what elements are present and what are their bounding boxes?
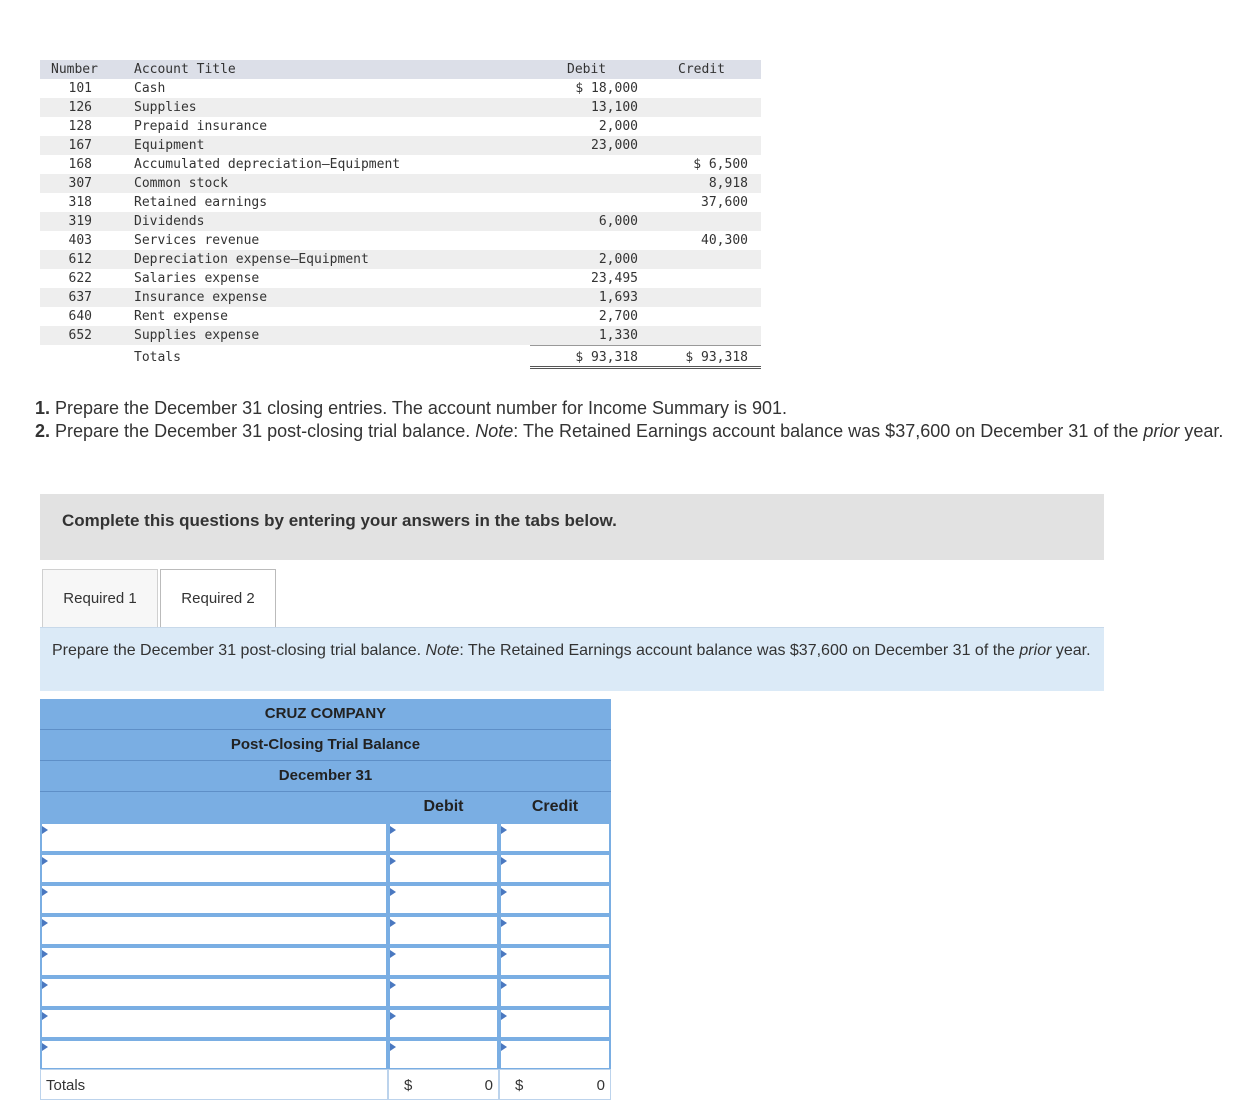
instructions <box>35 397 1225 443</box>
debit-amount-input[interactable] <box>390 1041 497 1068</box>
credit-amount-cell <box>499 915 611 946</box>
worksheet-entry-row <box>40 884 611 915</box>
instruction-2-text-b: : The Retained Earnings account balance was $37,600 on December 31 of the <box>513 421 1144 441</box>
account-number: 622 <box>68 271 92 286</box>
debit-amount-input[interactable] <box>390 948 497 975</box>
debit-amount-cell <box>388 1039 499 1070</box>
worksheet-entry-row <box>40 946 611 977</box>
header-credit: Credit <box>678 62 725 77</box>
trial-balance-row <box>40 155 761 174</box>
instruction-2-note: Note <box>475 421 514 441</box>
credit-amount-input[interactable] <box>501 1041 609 1068</box>
account-title: Retained earnings <box>134 195 268 210</box>
debit-amount-input[interactable] <box>390 979 497 1006</box>
account-debit: 23,495 <box>591 271 638 286</box>
totals-debit: $ 93,318 <box>575 350 638 365</box>
trial-balance-row <box>40 269 761 288</box>
account-title-cell <box>40 884 388 915</box>
debit-amount-cell <box>388 1008 499 1039</box>
header-number: Number <box>51 62 98 77</box>
credit-amount-cell <box>499 1039 611 1070</box>
debit-amount-cell <box>388 884 499 915</box>
dropdown-marker-icon <box>501 826 507 834</box>
account-debit: 2,000 <box>598 252 638 267</box>
trial-balance-row <box>40 117 761 136</box>
account-title-input[interactable] <box>42 855 386 882</box>
account-title-input[interactable] <box>42 979 386 1006</box>
account-debit: 1,693 <box>598 290 638 305</box>
credit-amount-input[interactable] <box>501 855 609 882</box>
account-number: 128 <box>68 119 92 134</box>
dropdown-marker-icon <box>42 857 48 865</box>
trial-balance-row <box>40 212 761 231</box>
trial-balance-row <box>40 231 761 250</box>
dropdown-marker-icon <box>501 857 507 865</box>
account-debit: 1,330 <box>598 328 638 343</box>
dropdown-marker-icon <box>390 981 396 989</box>
tab-required-2[interactable]: Required 2 <box>160 569 276 627</box>
header-debit: Debit <box>567 62 607 77</box>
account-number: 319 <box>68 214 92 229</box>
tab-prompt <box>40 627 1104 691</box>
credit-amount-cell <box>499 853 611 884</box>
account-number: 307 <box>68 176 92 191</box>
trial-balance-body <box>40 79 761 345</box>
trial-balance-row <box>40 79 761 98</box>
account-title-input[interactable] <box>42 917 386 944</box>
worksheet-totals-row <box>40 1069 611 1100</box>
worksheet-entry-row <box>40 853 611 884</box>
credit-amount-cell <box>499 977 611 1008</box>
dropdown-marker-icon <box>501 981 507 989</box>
trial-balance-row <box>40 98 761 117</box>
dropdown-marker-icon <box>501 1043 507 1051</box>
account-credit: $ 6,500 <box>693 157 748 172</box>
worksheet-column-header <box>40 792 611 822</box>
account-title: Supplies <box>134 100 197 115</box>
account-title: Prepaid insurance <box>134 119 268 134</box>
dropdown-marker-icon <box>42 981 48 989</box>
prompt-note: Note <box>425 642 460 659</box>
debit-dollar-sign: $ <box>404 1077 413 1094</box>
trial-balance-row <box>40 174 761 193</box>
account-number: 126 <box>68 100 92 115</box>
banner-text: Complete this questions by entering your answers in the tabs below. <box>62 511 617 530</box>
account-debit: $ 18,000 <box>575 81 638 96</box>
dropdown-marker-icon <box>501 950 507 958</box>
instruction-1 <box>35 397 1225 420</box>
account-number: 168 <box>68 157 92 172</box>
worksheet-entry-row <box>40 977 611 1008</box>
tabs-banner <box>40 494 1104 560</box>
credit-dollar-sign: $ <box>515 1077 524 1094</box>
totals-debit-cell <box>388 1069 499 1100</box>
account-debit: 6,000 <box>598 214 638 229</box>
worksheet-entry-row <box>40 822 611 853</box>
prompt-text <box>52 641 1092 661</box>
account-number: 652 <box>68 328 92 343</box>
account-title-input[interactable] <box>42 1041 386 1068</box>
account-number: 403 <box>68 233 92 248</box>
dropdown-marker-icon <box>42 826 48 834</box>
trial-balance-table <box>40 60 761 370</box>
account-title: Services revenue <box>134 233 260 248</box>
trial-balance-header <box>40 60 761 79</box>
account-title: Insurance expense <box>134 290 268 305</box>
account-title-input[interactable] <box>42 1010 386 1037</box>
account-title-input[interactable] <box>42 824 386 851</box>
account-debit: 13,100 <box>591 100 638 115</box>
account-title: Accumulated depreciation—Equipment <box>134 157 401 172</box>
account-credit: 37,600 <box>701 195 748 210</box>
account-title-cell <box>40 822 388 853</box>
debit-amount-input[interactable] <box>390 886 497 913</box>
credit-amount-cell <box>499 822 611 853</box>
dropdown-marker-icon <box>390 919 396 927</box>
account-title: Supplies expense <box>134 328 260 343</box>
dropdown-marker-icon <box>42 950 48 958</box>
account-debit: 23,000 <box>591 138 638 153</box>
account-number: 637 <box>68 290 92 305</box>
credit-amount-input[interactable] <box>501 917 609 944</box>
prompt-prior: prior <box>1019 642 1052 659</box>
account-title: Common stock <box>134 176 228 191</box>
worksheet-entry-row <box>40 915 611 946</box>
debit-amount-cell <box>388 853 499 884</box>
dropdown-marker-icon <box>501 919 507 927</box>
totals-debit-double-rule <box>530 366 640 369</box>
account-title: Salaries expense <box>134 271 260 286</box>
debit-amount-input[interactable] <box>390 824 497 851</box>
credit-amount-input[interactable] <box>501 948 609 975</box>
worksheet-debit-header: Debit <box>423 798 464 815</box>
tab-required-1[interactable]: Required 1 <box>42 569 158 627</box>
dropdown-marker-icon <box>42 1012 48 1020</box>
instruction-1-number: 1. <box>35 398 51 418</box>
account-credit: 8,918 <box>708 176 748 191</box>
credit-total: 0 <box>596 1077 605 1094</box>
worksheet-totals-label: Totals <box>46 1077 86 1094</box>
trial-balance-row <box>40 193 761 212</box>
worksheet-credit-header: Credit <box>531 798 579 815</box>
credit-amount-input[interactable] <box>501 1010 609 1037</box>
dropdown-marker-icon <box>501 888 507 896</box>
credit-amount-input[interactable] <box>501 824 609 851</box>
account-credit: 40,300 <box>701 233 748 248</box>
account-title-cell <box>40 1039 388 1070</box>
debit-amount-input[interactable] <box>390 917 497 944</box>
account-title: Depreciation expense—Equipment <box>134 252 369 267</box>
totals-credit-cell <box>499 1069 611 1100</box>
debit-amount-input[interactable] <box>390 855 497 882</box>
dropdown-marker-icon <box>390 888 396 896</box>
account-title-cell <box>40 1008 388 1039</box>
credit-amount-cell <box>499 1008 611 1039</box>
debit-total: 0 <box>484 1077 493 1094</box>
dropdown-marker-icon <box>42 1043 48 1051</box>
totals-label: Totals <box>134 350 181 365</box>
account-title: Equipment <box>134 138 205 153</box>
prompt-text-c: year. <box>1051 642 1091 659</box>
totals-label-cell <box>40 1069 388 1100</box>
dropdown-marker-icon <box>42 888 48 896</box>
dropdown-marker-icon <box>390 950 396 958</box>
account-title: Cash <box>134 81 166 96</box>
totals-credit-double-rule <box>640 366 761 369</box>
prompt-text-b: : The Retained Earnings account balance was $37,600 on December 31 of the <box>459 642 1020 659</box>
account-debit: 2,700 <box>598 309 638 324</box>
debit-amount-cell <box>388 977 499 1008</box>
trial-balance-row <box>40 136 761 155</box>
dropdown-marker-icon <box>42 919 48 927</box>
account-title: Rent expense <box>134 309 228 324</box>
totals-credit: $ 93,318 <box>685 350 748 365</box>
instruction-2 <box>35 420 1225 443</box>
account-debit: 2,000 <box>598 119 638 134</box>
header-account-title: Account Title <box>134 62 236 77</box>
worksheet-entry-row <box>40 1008 611 1039</box>
trial-balance-totals <box>40 345 761 370</box>
trial-balance-row <box>40 288 761 307</box>
instruction-2-number: 2. <box>35 421 51 441</box>
account-title-cell <box>40 977 388 1008</box>
trial-balance-row <box>40 250 761 269</box>
dropdown-marker-icon <box>390 1043 396 1051</box>
dropdown-marker-icon <box>390 1012 396 1020</box>
trial-balance-row <box>40 326 761 345</box>
account-number: 318 <box>68 195 92 210</box>
account-number: 167 <box>68 138 92 153</box>
dropdown-marker-icon <box>501 1012 507 1020</box>
dropdown-marker-icon <box>390 857 396 865</box>
account-number: 101 <box>68 81 92 96</box>
account-title-cell <box>40 946 388 977</box>
debit-amount-cell <box>388 822 499 853</box>
account-title-input[interactable] <box>42 948 386 975</box>
credit-amount-cell <box>499 884 611 915</box>
credit-amount-cell <box>499 946 611 977</box>
account-number: 612 <box>68 252 92 267</box>
worksheet-date: December 31 <box>40 761 611 792</box>
instruction-2-prior: prior <box>1143 421 1180 441</box>
worksheet-company-name: CRUZ COMPANY <box>40 699 611 730</box>
worksheet-statement-title: Post-Closing Trial Balance <box>40 730 611 761</box>
account-number: 640 <box>68 309 92 324</box>
account-title-cell <box>40 915 388 946</box>
account-title-cell <box>40 853 388 884</box>
account-title: Dividends <box>134 214 205 229</box>
debit-amount-cell <box>388 946 499 977</box>
instruction-2-text-a: Prepare the December 31 post-closing trial balance. <box>50 421 476 441</box>
worksheet-entry-row <box>40 1039 611 1070</box>
credit-amount-input[interactable] <box>501 886 609 913</box>
dropdown-marker-icon <box>390 826 396 834</box>
debit-amount-cell <box>388 915 499 946</box>
instruction-1-text: Prepare the December 31 closing entries. The account number for Income Summary is 901. <box>50 398 788 418</box>
trial-balance-row <box>40 307 761 326</box>
debit-amount-input[interactable] <box>390 1010 497 1037</box>
prompt-text-a: Prepare the December 31 post-closing trial balance. <box>52 642 426 659</box>
account-title-input[interactable] <box>42 886 386 913</box>
credit-amount-input[interactable] <box>501 979 609 1006</box>
instruction-2-text-c: year. <box>1179 421 1224 441</box>
